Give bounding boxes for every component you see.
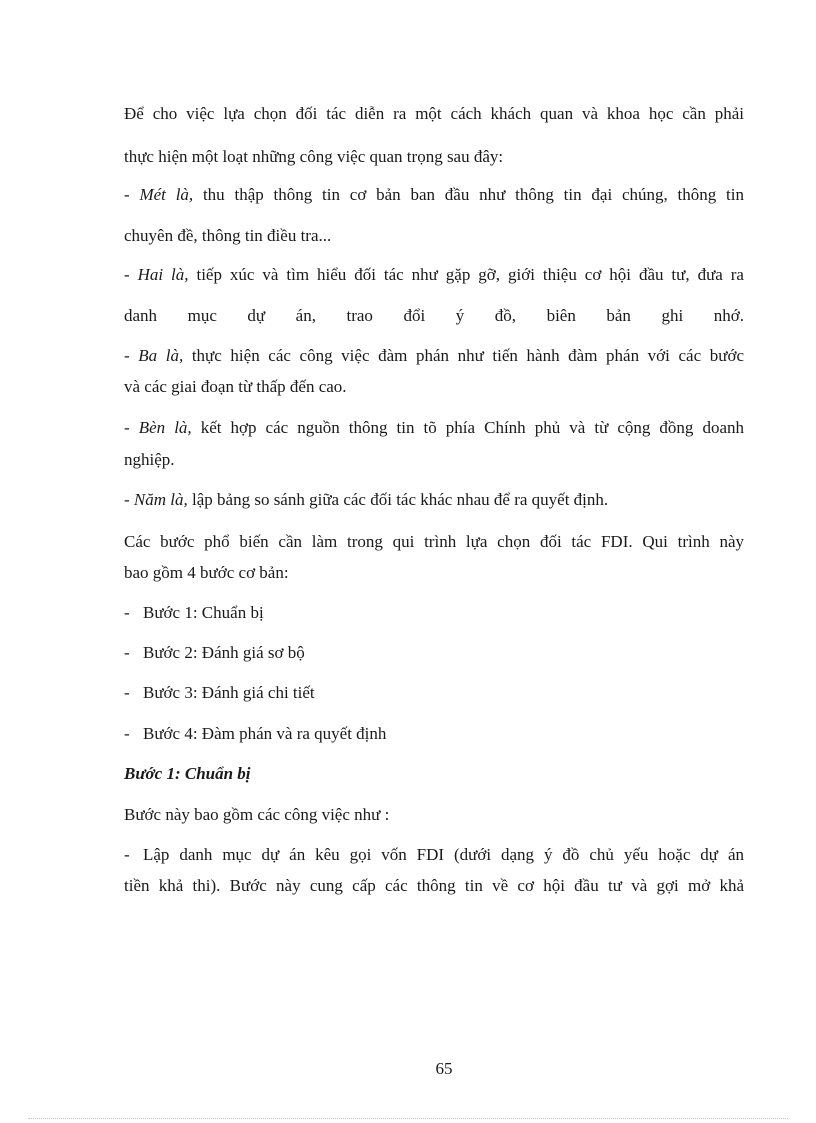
step-item-dash: -	[124, 643, 130, 662]
step-item-dash: -	[124, 683, 130, 702]
item-first-lead: -	[124, 185, 140, 204]
item-first-text: thu thập thông tin cơ bản ban đầu như thông tin đại chúng, thông tin	[193, 185, 745, 204]
step1-item-dash: -	[124, 845, 130, 864]
item-fourth-label: Bèn là,	[138, 418, 192, 437]
item-second-lead: -	[124, 265, 138, 284]
item-fourth-text: kết hợp các nguồn thông tin tõ phía Chính phủ và từ cộng đồng doanh	[191, 418, 744, 437]
step-item-2	[124, 643, 744, 663]
item-fifth-label: Năm là,	[133, 490, 188, 509]
step-item-text: Bước 4: Đàm phán và ra quyết định	[143, 724, 387, 743]
item-fifth-text: lập bảng so sánh giữa các đối tác khác nhau để ra quyết định.	[187, 490, 609, 509]
item-third-line-1	[124, 346, 744, 366]
item-fifth-lead: -	[124, 490, 134, 509]
step1-intro: Bước này bao gồm các công việc như :	[124, 805, 390, 824]
item-second-label: Hai là,	[137, 265, 189, 284]
item-fourth-lead: -	[124, 418, 139, 437]
steps-intro-line-1: Các bước phổ biến cần làm trong qui trình lựa chọn đối tác FDI. Qui trình này	[124, 532, 744, 551]
step-item-dash: -	[124, 603, 130, 622]
item-fourth-line-2: nghiệp.	[124, 450, 175, 469]
intro-line-2: thực hiện một loạt những công việc quan trọng sau đây:	[124, 147, 504, 166]
step1-item-line-1	[124, 845, 744, 865]
item-third-label: Ba là,	[138, 346, 184, 365]
step-item-text: Bước 1: Chuẩn bị	[143, 603, 264, 622]
step-item-3	[124, 683, 744, 703]
item-first-line-1	[124, 185, 744, 205]
item-third-lead: -	[124, 346, 139, 365]
item-second-line-1	[124, 265, 744, 285]
step1-item-text: Lập danh mục dự án kêu gọi vốn FDI (dưới dạng ý đồ chủ yếu hoặc dự án	[143, 845, 744, 864]
item-fourth-line-1	[124, 418, 744, 438]
step-item-text: Bước 3: Đánh giá chi tiết	[143, 683, 315, 702]
item-third-text: thực hiện các công việc đàm phán như tiến hành đàm phán với các bước	[183, 346, 744, 365]
item-first-line-2: chuyên đề, thông tin điều tra...	[124, 226, 332, 245]
item-second-text: tiếp xúc và tìm hiểu đối tác như gặp gỡ, giới thiệu cơ hội đầu tư, đưa ra	[188, 265, 744, 284]
page-bottom-rule	[28, 1118, 788, 1119]
step1-heading: Bước 1: Chuẩn bị	[124, 764, 251, 783]
steps-intro-line-2: bao gồm 4 bước cơ bản:	[124, 563, 289, 582]
item-third-line-2: và các giai đoạn từ thấp đến cao.	[124, 377, 347, 396]
page-number: 65	[435, 1059, 453, 1078]
step-item-dash: -	[124, 724, 130, 743]
item-fifth-line-1	[124, 490, 744, 510]
intro-line-1: Để cho việc lựa chọn đối tác diễn ra một cách khách quan và khoa học cần phải	[124, 104, 744, 123]
item-first-label: Mét là,	[139, 185, 194, 204]
item-second-line-2: danh mục dự án, trao đổi ý đồ, biên bản ghi nhớ.	[124, 306, 744, 325]
step1-item-line-2: tiền khả thi). Bước này cung cấp các thông tin về cơ hội đầu tư và gợi mở khả	[124, 876, 744, 895]
step-item-text: Bước 2: Đánh giá sơ bộ	[143, 643, 305, 662]
step-item-1	[124, 603, 744, 623]
step-item-4	[124, 724, 744, 744]
